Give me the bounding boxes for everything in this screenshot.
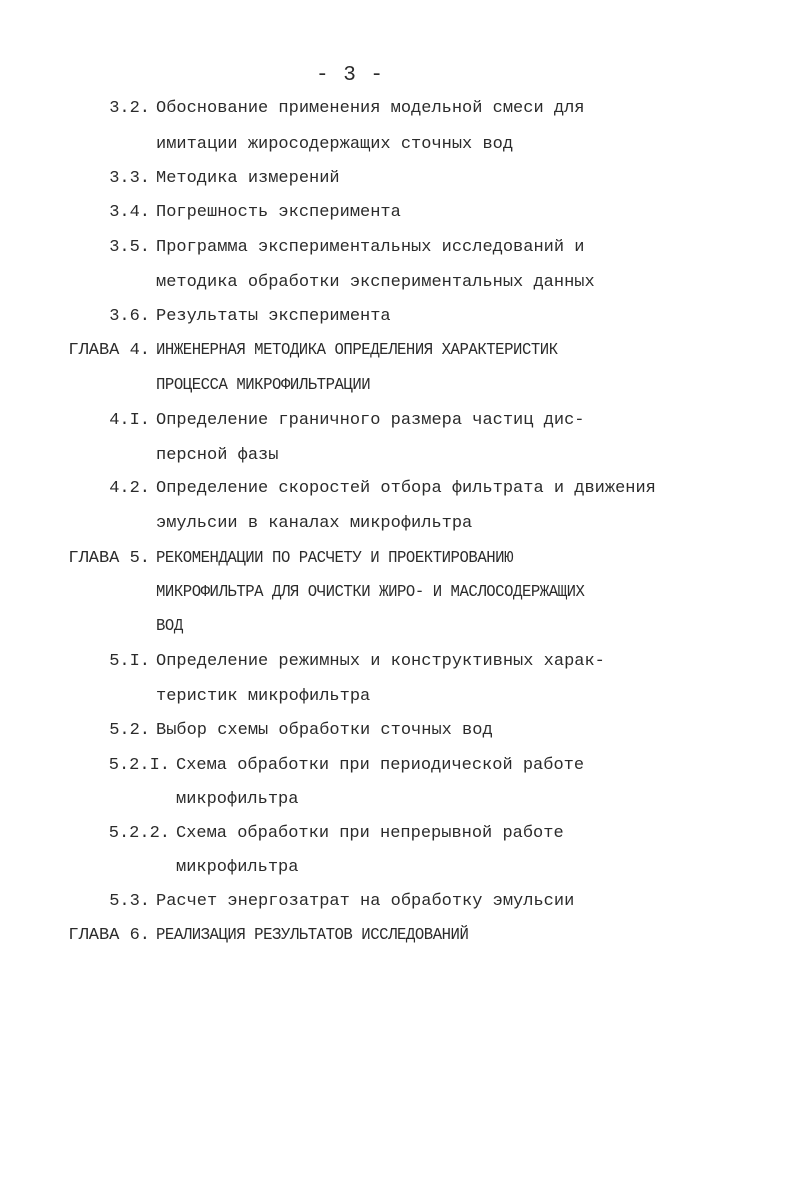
chapter-title-line: ИНЖЕНЕРНАЯ МЕТОДИКА ОПРЕДЕЛЕНИЯ ХАРАКТЕРИСТИК [156,341,558,360]
entry-number: 5.2.I. [108,756,170,775]
entry-number: 5.2. [109,721,150,740]
entry-title-line: Результаты эксперимента [156,307,391,326]
entry-title-line: Определение граничного размера частиц дис- [156,411,585,430]
entry-number: 3.3. [109,169,150,188]
entry-title-line: микрофильтра [176,858,299,877]
entry-title-line: Схема обработки при непрерывной работе [176,824,564,843]
entry-title-line: Определение режимных и конструктивных харак- [156,652,605,671]
entry-number: 4.I. [109,411,150,430]
entry-number: 3.6. [109,307,150,326]
entry-title-line: Погрешность эксперимента [156,203,401,222]
chapter-title-line: РЕАЛИЗАЦИЯ РЕЗУЛЬТАТОВ ИССЛЕДОВАНИЙ [156,926,469,945]
entry-title-line: Выбор схемы обработки сточных вод [156,721,493,740]
entry-title-line: персной фазы [156,446,279,465]
entry-number: 5.I. [109,652,150,671]
entry-title-line: микрофильтра [176,790,299,809]
entry-number: 3.2. [109,99,150,118]
entry-number: 4.2. [109,479,150,498]
entry-title-line: Расчет энергозатрат на обработку эмульсии [156,892,575,911]
chapter-title-line: ПРОЦЕССА МИКРОФИЛЬТРАЦИИ [156,376,371,395]
entry-title-line: методика обработки экспериментальных данных [156,273,595,292]
page-number: - 3 - [316,64,385,87]
chapter-title-line: МИКРОФИЛЬТРА ДЛЯ ОЧИСТКИ ЖИРО- И МАСЛОСОДЕРЖАЩИХ [156,583,585,602]
chapter-number: ГЛАВА 4. [68,341,150,360]
entry-title-line: теристик микрофильтра [156,687,371,706]
entry-title-line: Методика измерений [156,169,340,188]
entry-title-line: эмульсии в каналах микрофильтра [156,514,473,533]
chapter-number: ГЛАВА 5. [68,549,150,568]
chapter-title-line: РЕКОМЕНДАЦИИ ПО РАСЧЕТУ И ПРОЕКТИРОВАНИЮ [156,549,514,568]
entry-title-line: имитации жиросодержащих сточных вод [156,135,514,154]
entry-title-line: Определение скоростей отбора фильтрата и движения [156,479,656,498]
entry-number: 3.5. [109,238,150,257]
entry-title-line: Схема обработки при периодической работе [176,756,585,775]
entry-title-line: Обоснование применения модельной смеси для [156,99,585,118]
chapter-number: ГЛАВА 6. [68,926,150,945]
entry-title-line: Программа экспериментальных исследований и [156,238,585,257]
entry-number: 5.3. [109,892,150,911]
chapter-title-line: ВОД [156,617,183,636]
entry-number: 5.2.2. [108,824,170,843]
entry-number: 3.4. [109,203,150,222]
